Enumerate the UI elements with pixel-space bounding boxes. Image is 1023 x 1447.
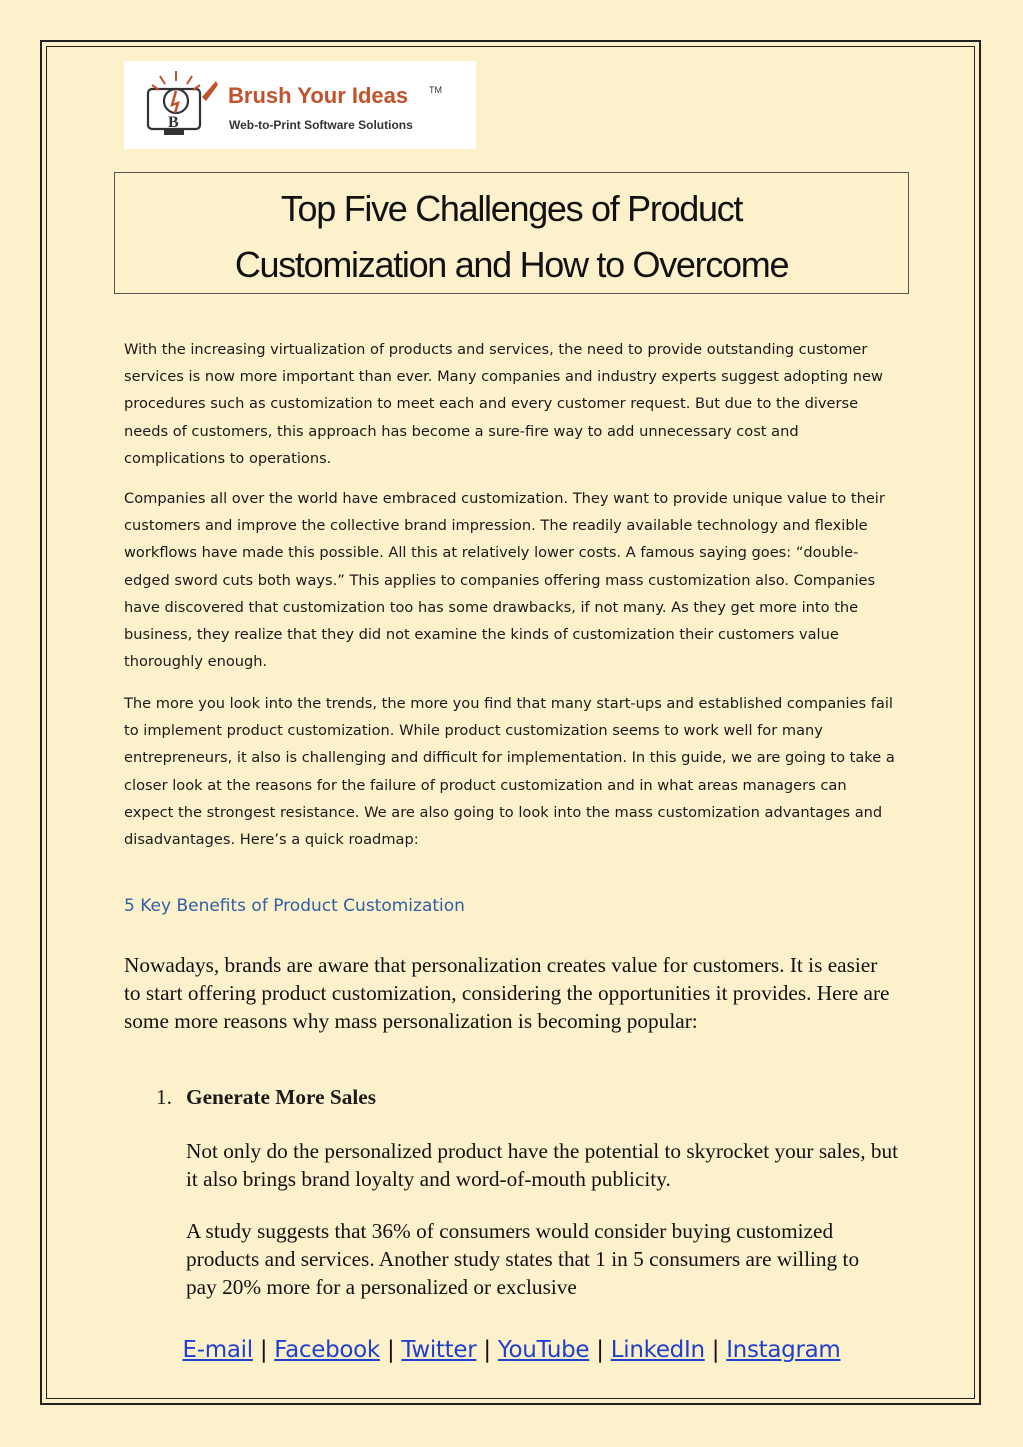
logo-name: Brush Your Ideas bbox=[228, 83, 409, 108]
intro-paragraph-1: With the increasing virtualization of products and services, the need to provide outstanding customer services is now more important than ever. Many companies and industry experts suggest adopting new procedures such as customization to meet each and every customer request. But due to the diverse needs of customers, this approach has become a sure-fire way to add unnecessary cost and complications to operations. bbox=[124, 341, 883, 467]
logo-trademark: TM bbox=[429, 85, 442, 95]
svg-text:B: B bbox=[168, 114, 179, 131]
link-separator: | bbox=[259, 1337, 268, 1363]
title-line-1: Top Five Challenges of Product bbox=[280, 188, 743, 229]
twitter-link[interactable]: Twitter bbox=[401, 1337, 477, 1363]
instagram-link[interactable]: Instagram bbox=[726, 1337, 841, 1363]
list-item-paragraph-2: A study suggests that 36% of consumers would consider buying customized products and services. Another study states that 1 in 5 consumers are willing to pay 20% more for a personalized or exclusive bbox=[186, 1219, 860, 1299]
youtube-link[interactable]: YouTube bbox=[497, 1337, 590, 1363]
footer-social-links bbox=[0, 1337, 1023, 1363]
intro-paragraph-2: Companies all over the world have embraced customization. They want to provide unique value to their customers and improve the collective brand impression. The readily available technology and flexible workflows have made this possible. All this at relatively lower costs. A famous saying goes: “double-edged sword cuts both ways.” This applies to companies offering mass customization also. Companies have discovered that customization too has some drawbacks, if not many. As they get more into the business, they realize that they did not examine the kinds of customization their customers value thoroughly enough. bbox=[124, 490, 885, 671]
lightbulb-monitor-icon bbox=[142, 67, 222, 145]
link-separator: | bbox=[483, 1337, 491, 1363]
title-box bbox=[114, 172, 909, 294]
linkedin-link[interactable]: LinkedIn bbox=[610, 1337, 705, 1363]
link-separator: | bbox=[386, 1337, 395, 1363]
facebook-link[interactable]: Facebook bbox=[274, 1337, 380, 1363]
link-separator: | bbox=[596, 1337, 604, 1363]
email-link[interactable]: E-mail bbox=[182, 1337, 253, 1363]
logo bbox=[124, 61, 476, 149]
link-separator: | bbox=[711, 1337, 720, 1363]
logo-tagline: Web-to-Print Software Solutions bbox=[229, 118, 413, 132]
section-heading: 5 Key Benefits of Product Customization bbox=[124, 896, 465, 916]
section-intro: Nowadays, brands are aware that personalization creates value for customers. It is easier to start offering product customization, considering the opportunities it provides. Here are some more reasons why mass personalization is becoming popular: bbox=[124, 953, 890, 1033]
list-item-paragraph-1: Not only do the personalized product have the potential to skyrocket your sales, but it also brings brand loyalty and word-of-mouth publicity. bbox=[186, 1139, 899, 1191]
list-item-number: 1. bbox=[156, 1085, 172, 1109]
title-line-2: Customization and How to Overcome bbox=[234, 244, 789, 285]
intro-paragraph-3: The more you look into the trends, the more you find that many start-ups and established companies fail to implement product customization. While product customization seems to work well for many entrepreneurs, it also is challenging and difficult for implementation. In this guide, we are going to take a closer look at the reasons for the failure of product customization and in what areas managers can expect the strongest resistance. We are also going to look into the mass customization advantages and disadvantages. Here’s a quick roadmap: bbox=[124, 695, 895, 849]
list-item-heading: Generate More Sales bbox=[186, 1085, 377, 1109]
